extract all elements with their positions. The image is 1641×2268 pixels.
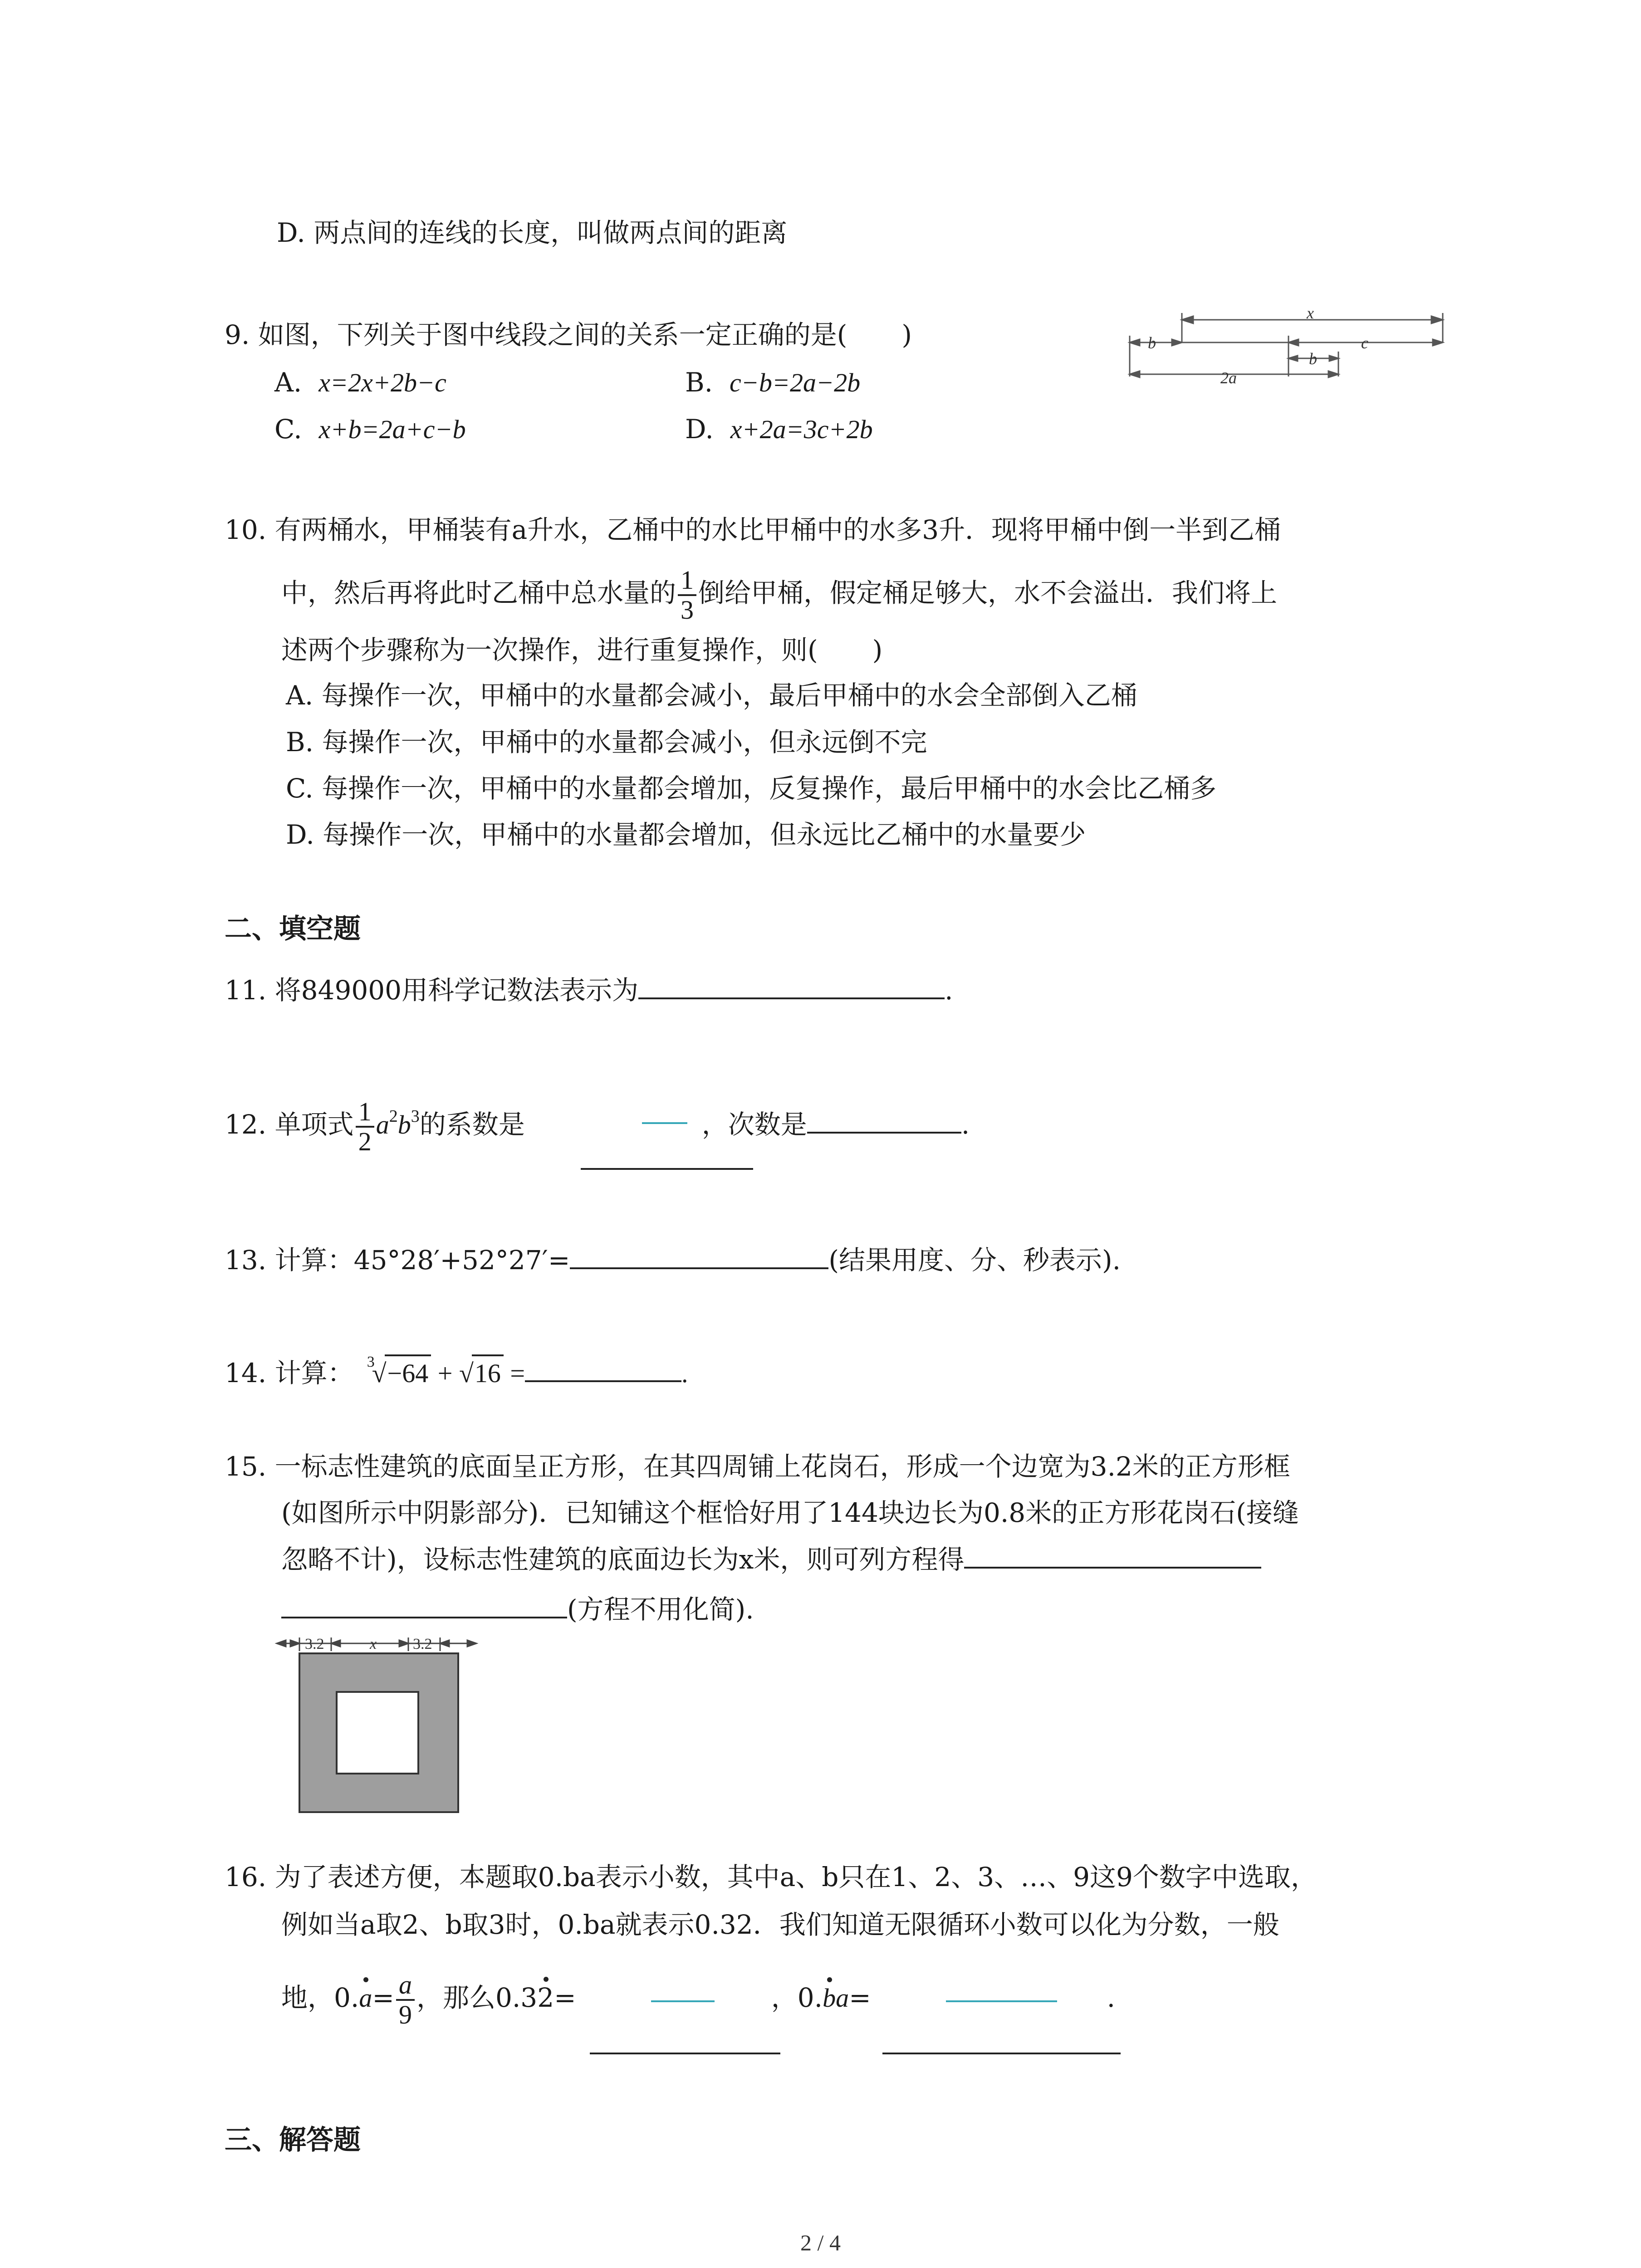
radical-icon-2: √ bbox=[459, 1359, 474, 1388]
q14-plus: + bbox=[437, 1359, 453, 1388]
q10-option-b: B. 每操作一次，甲桶中的水量都会减小，但永远倒不完 bbox=[286, 727, 927, 758]
q16-hint-line-1 bbox=[651, 2000, 715, 2002]
q15-answer-blank-1[interactable] bbox=[964, 1562, 1261, 1569]
q16-answer-blank-2[interactable] bbox=[882, 2053, 1121, 2054]
q9-option-c bbox=[274, 412, 466, 447]
q9-paren-close: ) bbox=[901, 319, 912, 350]
q9-option-a-label: A. bbox=[274, 367, 302, 398]
q16-eq: = bbox=[372, 1982, 394, 2014]
q12-exp-2: 2 bbox=[389, 1107, 398, 1126]
q16-frac-num: a bbox=[396, 1971, 415, 2001]
q12-fraction bbox=[356, 1098, 374, 1156]
q15-line-3-text: 忽略不计)，设标志性建筑的底面边长为x米，则可列方程得 bbox=[281, 1544, 965, 1575]
section-3-heading: 三、解答题 bbox=[225, 2124, 361, 2156]
q16-a: a bbox=[836, 1983, 849, 2013]
q12-coefficient-blank[interactable] bbox=[581, 1168, 753, 1170]
q9-stem-text: 9. 如图，下列关于图中线段之间的关系一定正确的是( bbox=[225, 319, 847, 350]
page-number: 2 / 4 bbox=[800, 2230, 841, 2255]
q11-end: . bbox=[945, 975, 953, 1006]
q15-line-1: 15. 一标志性建筑的底面呈正方形，在其四周铺上花岗石，形成一个边宽为3.2米的正方形框 bbox=[225, 1451, 1290, 1482]
q16-hint-line-2 bbox=[946, 2000, 1057, 2002]
q14-pre: 14. 计算： bbox=[225, 1358, 354, 1388]
q9-option-a-text: x=2x+2b−c bbox=[318, 368, 446, 397]
q14-eq: = bbox=[510, 1359, 525, 1388]
q9-option-b bbox=[685, 365, 860, 400]
q10-paren-close: ) bbox=[872, 635, 883, 665]
q16-l3a: 地，0. bbox=[281, 1982, 359, 2014]
q12-mid: 的系数是 bbox=[419, 1109, 525, 1140]
q13-text: 13. 计算：45°28′+52°27′= bbox=[225, 1245, 570, 1276]
q14-end: . bbox=[681, 1359, 688, 1388]
q14 bbox=[225, 1345, 688, 1391]
q13-tail: (结果用度、分、秒表示). bbox=[828, 1245, 1121, 1276]
q15-square-frame-figure bbox=[272, 1631, 481, 1821]
q14-radicand-2: 16 bbox=[472, 1354, 504, 1391]
q16-answer-blank-1[interactable] bbox=[590, 2053, 780, 2054]
q16-fraction bbox=[396, 1971, 415, 2029]
q9-fig-label-c: c bbox=[1361, 334, 1368, 352]
q10-option-a: A. 每操作一次，甲桶中的水量都会减小，最后甲桶中的水会全部倒入乙桶 bbox=[286, 680, 1137, 711]
q9-option-a bbox=[274, 365, 446, 400]
q15-line-3 bbox=[281, 1542, 1261, 1577]
q12-comma: ，次数是 bbox=[701, 1109, 807, 1140]
q9-option-c-text: x+b=2a+c−b bbox=[318, 415, 466, 444]
q16-repeating-b: b bbox=[823, 1981, 836, 2015]
q10-line-2a: 中，然后再将此时乙桶中总水量的 bbox=[281, 577, 676, 609]
q16-line-2: 例如当a取2、b取3时，0.ba就表示0.32．我们知道无限循环小数可以化为分数，一般 bbox=[281, 1909, 1279, 1940]
q12-degree-blank[interactable] bbox=[807, 1127, 961, 1134]
q12-pre: 12. 单项式 bbox=[225, 1109, 354, 1140]
q9-fig-label-b2: b bbox=[1309, 350, 1317, 368]
q9-option-d-text: x+2a=3c+2b bbox=[730, 415, 873, 444]
q16-repeating-a: a bbox=[359, 1981, 372, 2015]
q11-text: 11. 将849000用科学记数法表示为 bbox=[225, 975, 639, 1006]
q11 bbox=[225, 973, 953, 1007]
q9-option-d bbox=[685, 412, 873, 447]
q10-line-2 bbox=[281, 566, 1277, 624]
q8-option-d: D. 两点间的连线的长度，叫做两点间的距离 bbox=[277, 217, 788, 248]
q12-end: . bbox=[961, 1109, 970, 1140]
q12-coefficient-hint-line bbox=[642, 1122, 687, 1124]
q10-line-2b: 倒给甲桶，假定桶足够大，水不会溢出．我们将上 bbox=[698, 577, 1278, 609]
q15-line-4 bbox=[281, 1592, 754, 1627]
q9-segment-figure bbox=[1125, 302, 1452, 397]
q9-option-c-label: C. bbox=[274, 414, 302, 445]
q10-option-d: D. 每操作一次，甲桶中的水量都会增加，但永远比乙桶中的水量要少 bbox=[286, 819, 1086, 850]
section-2-heading: 二、填空题 bbox=[225, 913, 361, 945]
q12-var-b: b bbox=[397, 1110, 411, 1140]
q12-frac-den: 2 bbox=[358, 1127, 372, 1156]
q10-line-3 bbox=[281, 633, 882, 667]
q13-answer-blank[interactable] bbox=[570, 1263, 828, 1269]
q15-line-4-text: (方程不用化简). bbox=[567, 1594, 754, 1625]
q11-answer-blank[interactable] bbox=[638, 993, 945, 999]
q15-fig-label-w2: 3.2 bbox=[413, 1636, 432, 1652]
q9-fig-label-2a: 2a bbox=[1220, 369, 1237, 387]
q16-line-1: 16. 为了表述方便，本题取0.ba表示小数，其中a、b只在1、2、3、…、9这9个数字中选取， bbox=[225, 1862, 1317, 1892]
q16-l3c: = bbox=[554, 1982, 576, 2014]
q16-l3b: ，那么0.3 bbox=[416, 1982, 538, 2014]
q9-option-b-label: B. bbox=[685, 367, 713, 398]
q10-frac-num: 1 bbox=[678, 566, 696, 596]
q14-answer-blank[interactable] bbox=[525, 1376, 681, 1382]
q12-var-a: a bbox=[376, 1110, 389, 1140]
q10-frac-den: 3 bbox=[681, 595, 694, 625]
q9-fig-label-b1: b bbox=[1148, 334, 1156, 352]
q10-option-c: C. 每操作一次，甲桶中的水量都会增加，反复操作，最后甲桶中的水会比乙桶多 bbox=[286, 773, 1217, 804]
q15-answer-blank-2[interactable] bbox=[281, 1612, 567, 1618]
q12-frac-num: 1 bbox=[356, 1098, 374, 1128]
q14-root-index: 3 bbox=[367, 1354, 375, 1370]
q15-fig-label-x: x bbox=[370, 1636, 377, 1652]
q12 bbox=[225, 1098, 970, 1156]
radical-icon: √ bbox=[372, 1359, 387, 1388]
q15-inner-square bbox=[337, 1692, 418, 1774]
q10-fraction bbox=[678, 566, 696, 624]
q16-l3d: ，0. bbox=[771, 1982, 823, 2014]
q15-fig-label-w1: 3.2 bbox=[305, 1636, 324, 1652]
q9-stem bbox=[225, 318, 912, 352]
q10-line-1: 10. 有两桶水，甲桶装有a升水，乙桶中的水比甲桶中的水多3升．现将甲桶中倒一半到乙桶 bbox=[225, 514, 1281, 545]
q16-end: . bbox=[1107, 1982, 1116, 2014]
q16-frac-den: 9 bbox=[398, 2000, 412, 2029]
q13 bbox=[225, 1243, 1121, 1277]
q10-line-3-text: 述两个步骤称为一次操作，进行重复操作，则( bbox=[281, 635, 818, 665]
q9-option-b-text: c−b=2a−2b bbox=[729, 368, 861, 397]
q16-line-3 bbox=[281, 1971, 1115, 2029]
q9-option-d-label: D. bbox=[685, 414, 714, 445]
q15-line-2: (如图所示中阴影部分)．已知铺这个框恰好用了144块边长为0.8米的正方形花岗石(接缝 bbox=[281, 1497, 1299, 1528]
q9-fig-label-x: x bbox=[1307, 304, 1314, 322]
q16-l3e: = bbox=[849, 1982, 871, 2014]
q16-repeating-2: 2 bbox=[537, 1980, 554, 2015]
q12-exp-3: 3 bbox=[411, 1107, 420, 1126]
q14-radicand-1: −64 bbox=[385, 1354, 431, 1391]
